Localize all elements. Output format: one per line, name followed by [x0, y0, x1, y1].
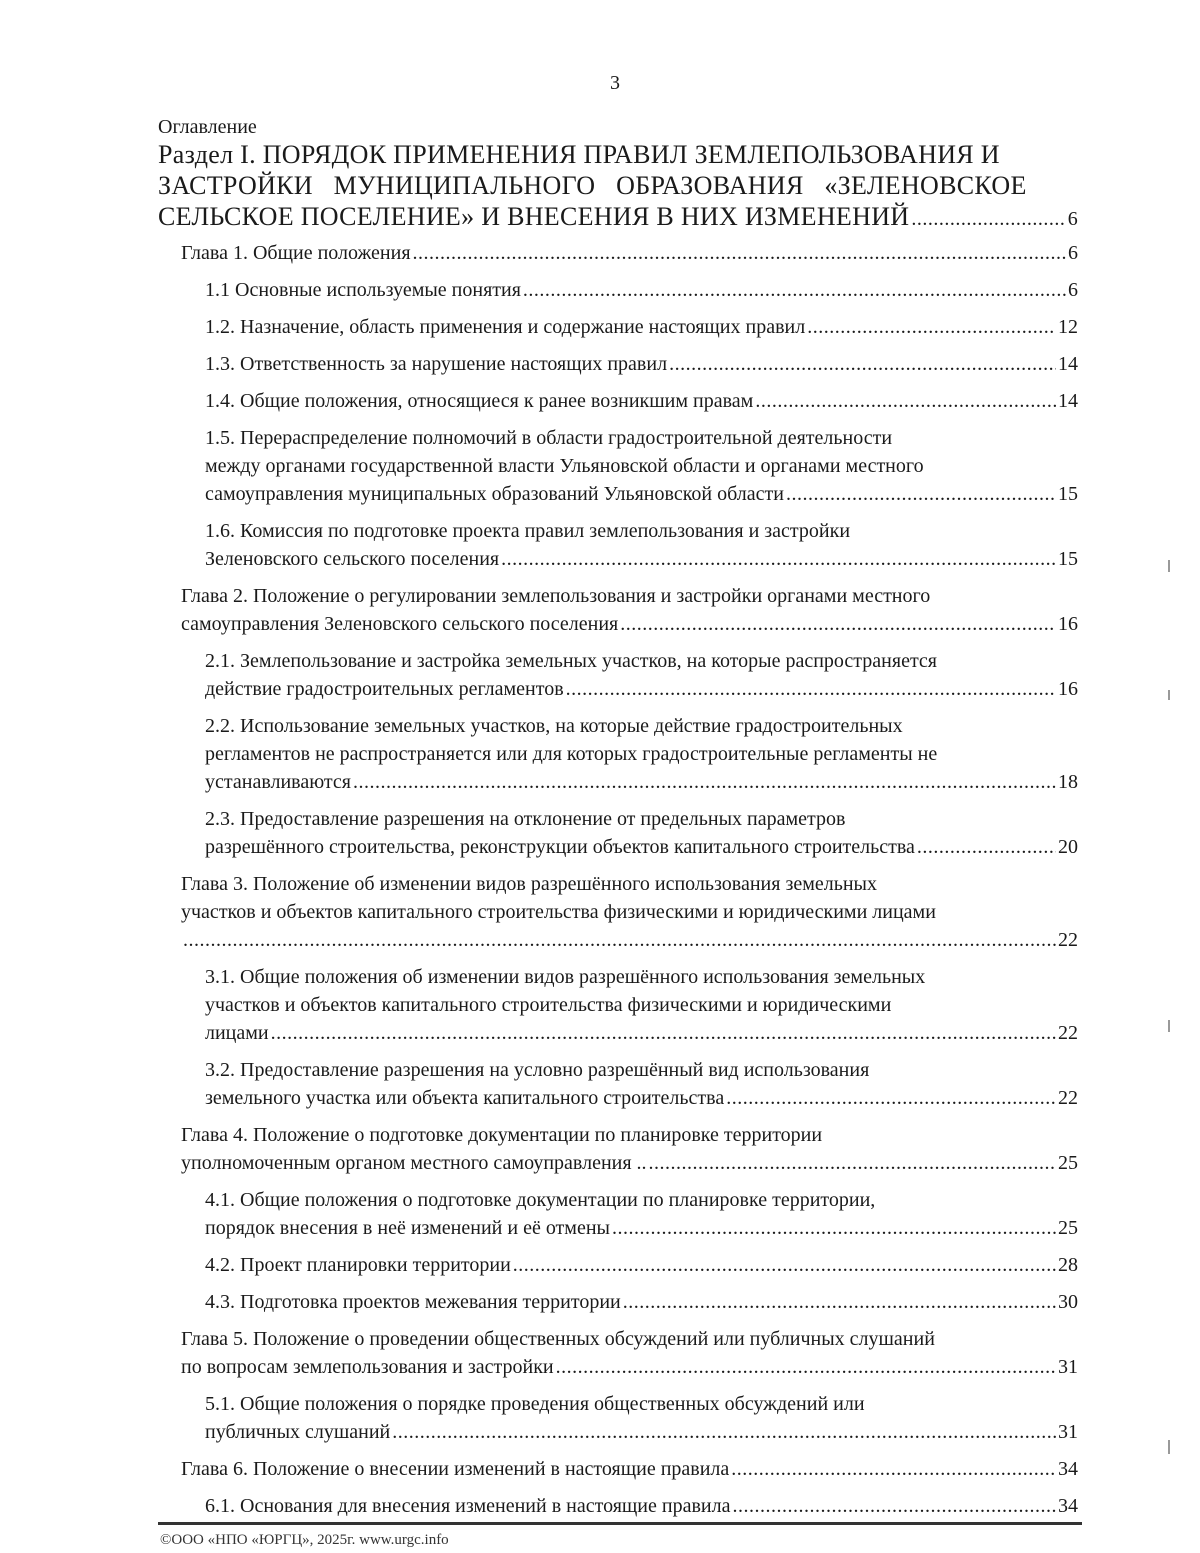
- entry-line: разрешённого строительства, реконструкции объектов капитального строительства: [205, 836, 915, 858]
- entry-last-line: [181, 926, 1078, 954]
- entry-line: 3.2. Предоставление разрешения на условно разрешённый вид использования: [205, 1059, 870, 1081]
- toc-subsection-entry[interactable]: [205, 647, 1078, 703]
- entry-line: 2.1. Землепользование и застройка земельных участков, на которые распространяется: [205, 650, 938, 672]
- scan-artifact: [1168, 560, 1170, 572]
- entry-line: 4.2. Проект планировки территории: [205, 1254, 511, 1276]
- entry-last-line: [205, 313, 1078, 341]
- dot-leader: [353, 768, 1056, 796]
- entry-line: земельного участка или объекта капитального строительства: [205, 1087, 725, 1109]
- toc-subsection-entry[interactable]: [205, 424, 1078, 508]
- toc-chapter-entry[interactable]: [181, 582, 1078, 638]
- entry-line: Глава 5. Положение о проведении общественных обсуждений или публичных слушаний: [181, 1328, 935, 1350]
- dot-leader: [392, 1418, 1056, 1446]
- entry-gap: [158, 954, 1078, 963]
- section-last-line: [158, 201, 1078, 235]
- page-ref: 22: [1058, 1022, 1078, 1044]
- entry-line: порядок внесения в неё изменений и её отмены: [205, 1217, 610, 1239]
- page-ref: 22: [1058, 929, 1078, 951]
- entry-last-line: [205, 350, 1078, 378]
- dot-leader: [917, 833, 1056, 861]
- entry-line: 1.3. Ответственность за нарушение настоящих правил: [205, 353, 668, 375]
- page-number: 3: [610, 72, 620, 94]
- section-line: ЗАСТРОЙКИ МУНИЦИПАЛЬНОГО ОБРАЗОВАНИЯ «ЗЕЛЕНОВСКОЕ: [158, 171, 1027, 200]
- entry-line: участков и объектов капитального строительства физическими и юридическими: [205, 994, 892, 1016]
- entry-line: публичных слушаний: [205, 1421, 391, 1443]
- dot-leader: [649, 1149, 1056, 1177]
- page-ref: 30: [1058, 1291, 1078, 1313]
- dot-leader: [413, 239, 1066, 267]
- section-line: Раздел I. ПОРЯДОК ПРИМЕНЕНИЯ ПРАВИЛ ЗЕМЛЕПОЛЬЗОВАНИЯ И: [158, 140, 1000, 169]
- entry-line: 1.4. Общие положения, относящиеся к ранее возникшим правам: [205, 390, 754, 412]
- entry-last-line: [205, 1084, 1078, 1112]
- entry-line: 1.6. Комиссия по подготовке проекта правил землепользования и застройки: [205, 520, 851, 542]
- entry-line: Глава 3. Положение об изменении видов разрешённого использования земельных: [181, 873, 877, 895]
- page-ref: 6: [1068, 279, 1078, 301]
- toc-chapter-entry[interactable]: [181, 870, 1078, 954]
- toc-subsection-entry[interactable]: [205, 517, 1078, 573]
- toc-subsection-entry[interactable]: [205, 276, 1078, 304]
- entry-last-line: [205, 1214, 1078, 1242]
- entry-gap: [158, 304, 1078, 313]
- page-ref: 28: [1058, 1254, 1078, 1276]
- footer-text: ©ООО «НПО «ЮРГЦ», 2025г. www.urgc.info: [160, 1532, 449, 1548]
- entry-last-line: [181, 610, 1078, 638]
- entry-last-line: [205, 387, 1078, 415]
- dot-leader: [623, 1288, 1056, 1316]
- entry-gap: [158, 1446, 1078, 1455]
- entry-gap: [158, 378, 1078, 387]
- toc-section-title[interactable]: [158, 139, 1078, 235]
- entry-last-line: [181, 239, 1078, 267]
- page-ref: 16: [1058, 678, 1078, 700]
- entry-last-line: [205, 276, 1078, 304]
- entry-gap: [158, 1047, 1078, 1056]
- entry-line: лицами: [205, 1022, 269, 1044]
- page-ref: 15: [1058, 548, 1078, 570]
- dot-leader: [726, 1084, 1056, 1112]
- entry-line: между органами государственной власти Ульяновской области и органами местного: [205, 455, 924, 477]
- footer-rule: [158, 1522, 1082, 1525]
- entry-line: самоуправления муниципальных образований Ульяновской области: [205, 483, 784, 505]
- dot-leader: [911, 204, 1065, 235]
- page-ref: 6: [1068, 242, 1078, 264]
- entry-line: по вопросам землепользования и застройки: [181, 1356, 554, 1378]
- page-ref: 22: [1058, 1087, 1078, 1109]
- dot-leader: [183, 926, 1056, 954]
- entry-last-line: [205, 833, 1078, 861]
- entry-line: 6.1. Основания для внесения изменений в настоящие правила: [205, 1495, 731, 1517]
- dot-leader: [807, 313, 1056, 341]
- toc-subsection-entry[interactable]: [205, 963, 1078, 1047]
- entry-gap: [158, 508, 1078, 517]
- entry-line: 1.5. Перераспределение полномочий в области градостроительной деятельности: [205, 427, 893, 449]
- toc-subsection-entry[interactable]: [205, 1056, 1078, 1112]
- page-ref: 25: [1058, 1152, 1078, 1174]
- toc-subsection-entry[interactable]: [205, 1251, 1078, 1279]
- toc-chapter-entry[interactable]: [181, 1121, 1078, 1177]
- entry-gap: [158, 1381, 1078, 1390]
- page-ref: 14: [1058, 353, 1078, 375]
- entry-line: участков и объектов капитального строительства физическими и юридическими лицами: [181, 901, 936, 923]
- page-ref: 34: [1058, 1495, 1078, 1517]
- dot-leader: [732, 1492, 1056, 1520]
- entry-line: Зеленовского сельского поселения: [205, 548, 500, 570]
- toc-subsection-entry[interactable]: [205, 1288, 1078, 1316]
- toc-subsection-entry[interactable]: [205, 805, 1078, 861]
- entry-last-line: [205, 768, 1078, 796]
- scan-artifact: [1168, 690, 1170, 700]
- entry-gap: [158, 1177, 1078, 1186]
- dot-leader: [620, 610, 1056, 638]
- entry-last-line: [181, 1353, 1078, 1381]
- toc-chapter-entry[interactable]: [181, 1455, 1078, 1483]
- entry-last-line: [205, 1418, 1078, 1446]
- entry-last-line: [181, 1455, 1078, 1483]
- dot-leader: [523, 276, 1066, 304]
- entry-line: действие градостроительных регламентов: [205, 678, 564, 700]
- entry-last-line: [181, 1149, 1078, 1177]
- entry-gap: [158, 1483, 1078, 1492]
- entry-gap: [158, 703, 1078, 712]
- entry-line: устанавливаются: [205, 771, 351, 793]
- entry-line: 2.3. Предоставление разрешения на отклонение от предельных параметров: [205, 808, 846, 830]
- entry-gap: [158, 415, 1078, 424]
- page-ref: 14: [1058, 390, 1078, 412]
- entry-gap: [158, 267, 1078, 276]
- entry-line: 3.1. Общие положения об изменении видов разрешённого использования земельных: [205, 966, 926, 988]
- entry-last-line: [205, 1288, 1078, 1316]
- entry-line: 4.3. Подготовка проектов межевания территории: [205, 1291, 621, 1313]
- scan-artifact: [1168, 1020, 1170, 1032]
- page-ref: 6: [1067, 208, 1078, 230]
- dot-leader: [566, 675, 1056, 703]
- table-of-contents: [158, 139, 1078, 1520]
- dot-leader: [271, 1019, 1056, 1047]
- entry-line: Глава 6. Положение о внесении изменений в настоящие правила: [181, 1458, 730, 1480]
- entry-line: Глава 1. Общие положения: [181, 242, 411, 264]
- entry-last-line: [205, 1492, 1078, 1520]
- entry-line: Глава 2. Положение о регулировании землепользования и застройки органами местного: [181, 585, 931, 607]
- entry-line: 1.2. Назначение, область применения и содержание настоящих правил: [205, 316, 806, 338]
- page-ref: 20: [1058, 836, 1078, 858]
- entry-line: 4.1. Общие положения о подготовке документации по планировке территории,: [205, 1189, 876, 1211]
- toc-subsection-entry[interactable]: [205, 1390, 1078, 1446]
- page-ref: 31: [1058, 1421, 1078, 1443]
- toc-subsection-entry[interactable]: [205, 313, 1078, 341]
- section-line: СЕЛЬСКОЕ ПОСЕЛЕНИЕ» И ВНЕСЕНИЯ В НИХ ИЗМЕНЕНИЙ: [158, 202, 910, 231]
- dot-leader: [669, 350, 1056, 378]
- dot-leader: [755, 387, 1056, 415]
- dot-leader: [513, 1251, 1056, 1279]
- dot-leader: [501, 545, 1056, 573]
- toc-subsection-entry[interactable]: [205, 1186, 1078, 1242]
- dot-leader: [612, 1214, 1056, 1242]
- entry-line: регламентов не распространяется или для которых градостроительные регламенты не: [205, 743, 938, 765]
- page-ref: 12: [1058, 316, 1078, 338]
- entry-gap: [158, 1316, 1078, 1325]
- entry-line: Глава 4. Положение о подготовке документации по планировке территории: [181, 1124, 823, 1146]
- toc-subsection-entry[interactable]: [205, 387, 1078, 415]
- toc-chapter-entry[interactable]: [181, 239, 1078, 267]
- toc-chapter-entry[interactable]: [181, 1325, 1078, 1381]
- entry-line: 2.2. Использование земельных участков, на которые действие градостроительных: [205, 715, 903, 737]
- toc-subsection-entry[interactable]: [205, 1492, 1078, 1520]
- toc-subsection-entry[interactable]: [205, 350, 1078, 378]
- entry-gap: [158, 796, 1078, 805]
- dot-leader: [731, 1455, 1056, 1483]
- toc-entries: [158, 239, 1078, 1520]
- entry-last-line: [205, 480, 1078, 508]
- page-ref: 34: [1058, 1458, 1078, 1480]
- entry-gap: [158, 1279, 1078, 1288]
- entry-gap: [158, 1242, 1078, 1251]
- entry-gap: [158, 341, 1078, 350]
- page-ref: 16: [1058, 613, 1078, 635]
- dot-leader: [786, 480, 1056, 508]
- entry-line: самоуправления Зеленовского сельского поселения: [181, 613, 619, 635]
- entry-gap: [158, 638, 1078, 647]
- entry-line: уполномоченным органом местного самоуправления ..: [181, 1152, 647, 1174]
- entry-last-line: [205, 1019, 1078, 1047]
- scan-artifact: [1168, 1440, 1170, 1454]
- toc-heading: Оглавление: [158, 116, 257, 138]
- entry-last-line: [205, 1251, 1078, 1279]
- entry-line: 1.1 Основные используемые понятия: [205, 279, 521, 301]
- entry-gap: [158, 1112, 1078, 1121]
- entry-last-line: [205, 675, 1078, 703]
- entry-last-line: [205, 545, 1078, 573]
- page-ref: 25: [1058, 1217, 1078, 1239]
- toc-subsection-entry[interactable]: [205, 712, 1078, 796]
- entry-gap: [158, 573, 1078, 582]
- entry-line: 5.1. Общие положения о порядке проведения общественных обсуждений или: [205, 1393, 865, 1415]
- page-ref: 15: [1058, 483, 1078, 505]
- page-ref: 18: [1058, 771, 1078, 793]
- entry-gap: [158, 861, 1078, 870]
- page-ref: 31: [1058, 1356, 1078, 1378]
- dot-leader: [556, 1353, 1056, 1381]
